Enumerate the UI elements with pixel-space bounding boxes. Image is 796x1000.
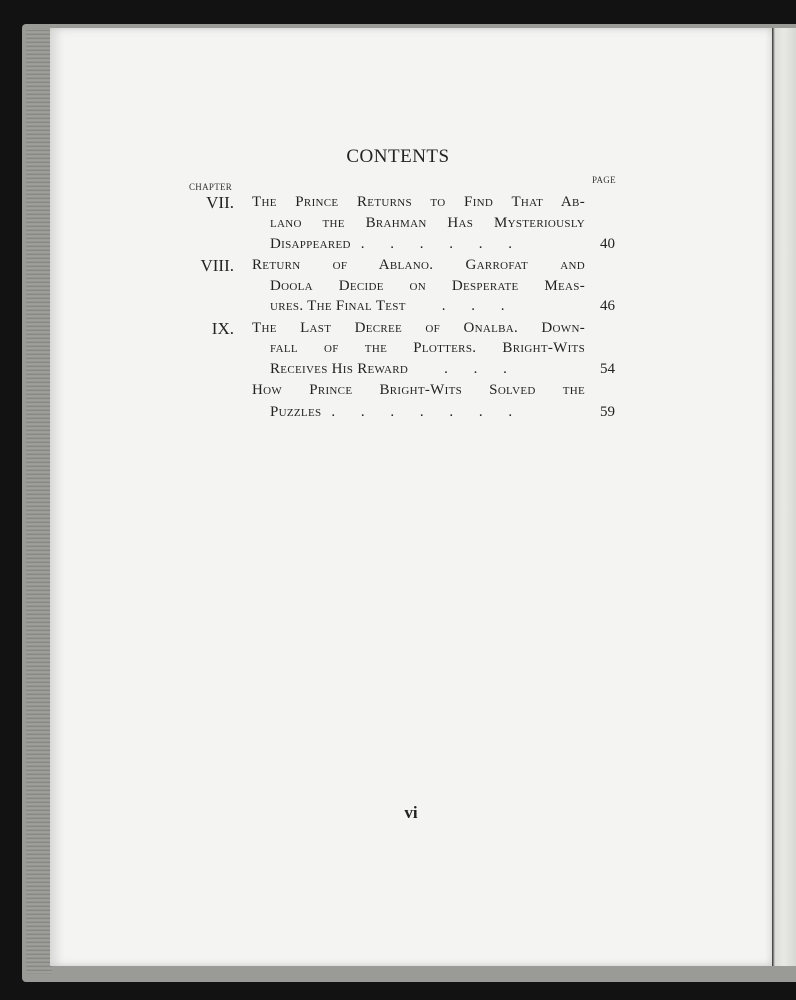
adjacent-page-edge — [772, 28, 796, 966]
chapter-column-label: CHAPTER — [189, 182, 233, 192]
toc-page-number: 54 — [600, 361, 615, 377]
toc-entry-text: Disappeared — [270, 236, 351, 252]
toc-entry-number: IX. — [211, 319, 234, 338]
toc-entry-line: lano the Brahman Has Mysteriously — [270, 215, 585, 231]
leader-dots: . . . — [441, 298, 516, 314]
toc-entry-number: VII. — [206, 193, 234, 212]
toc-entry-text: ures. The Final Test — [270, 298, 406, 314]
toc-page-number: 40 — [600, 236, 615, 252]
toc-entry-number: VIII. — [200, 256, 234, 275]
toc-entry-line: The Last Decree of Onalba. Down- — [252, 320, 585, 336]
leader-dots: . . . . . . . — [331, 404, 524, 420]
toc-entry-text: Receives His Reward — [270, 361, 409, 377]
toc-page-number: 46 — [600, 298, 615, 314]
toc-entry-line: How Prince Bright-Wits Solved the — [252, 382, 585, 398]
toc-entry-text: Puzzles — [270, 404, 322, 420]
toc-entry-line: Return of Ablano. Garrofat and — [252, 257, 585, 273]
toc-entry-line: The Prince Returns to Find That Ab- — [252, 194, 585, 210]
page-column-label: PAGE — [592, 175, 616, 185]
toc-entry-line: Doola Decide on Desperate Meas- — [270, 278, 585, 294]
leader-dots: . . . . . . — [360, 236, 524, 252]
toc-page-number: 59 — [600, 404, 615, 420]
toc-entry-line: fall of the Plotters. Bright-Wits — [270, 340, 585, 356]
toc-entry-line — [270, 298, 585, 315]
page-folio: vi — [404, 803, 418, 822]
book-spine-cloth — [26, 30, 52, 974]
leader-dots: . . . — [444, 361, 518, 377]
toc-entry-line — [270, 236, 585, 253]
page-title: CONTENTS — [346, 146, 450, 167]
book-page — [50, 28, 772, 966]
toc-entry-line — [270, 404, 585, 421]
toc-entry-line — [270, 361, 585, 378]
